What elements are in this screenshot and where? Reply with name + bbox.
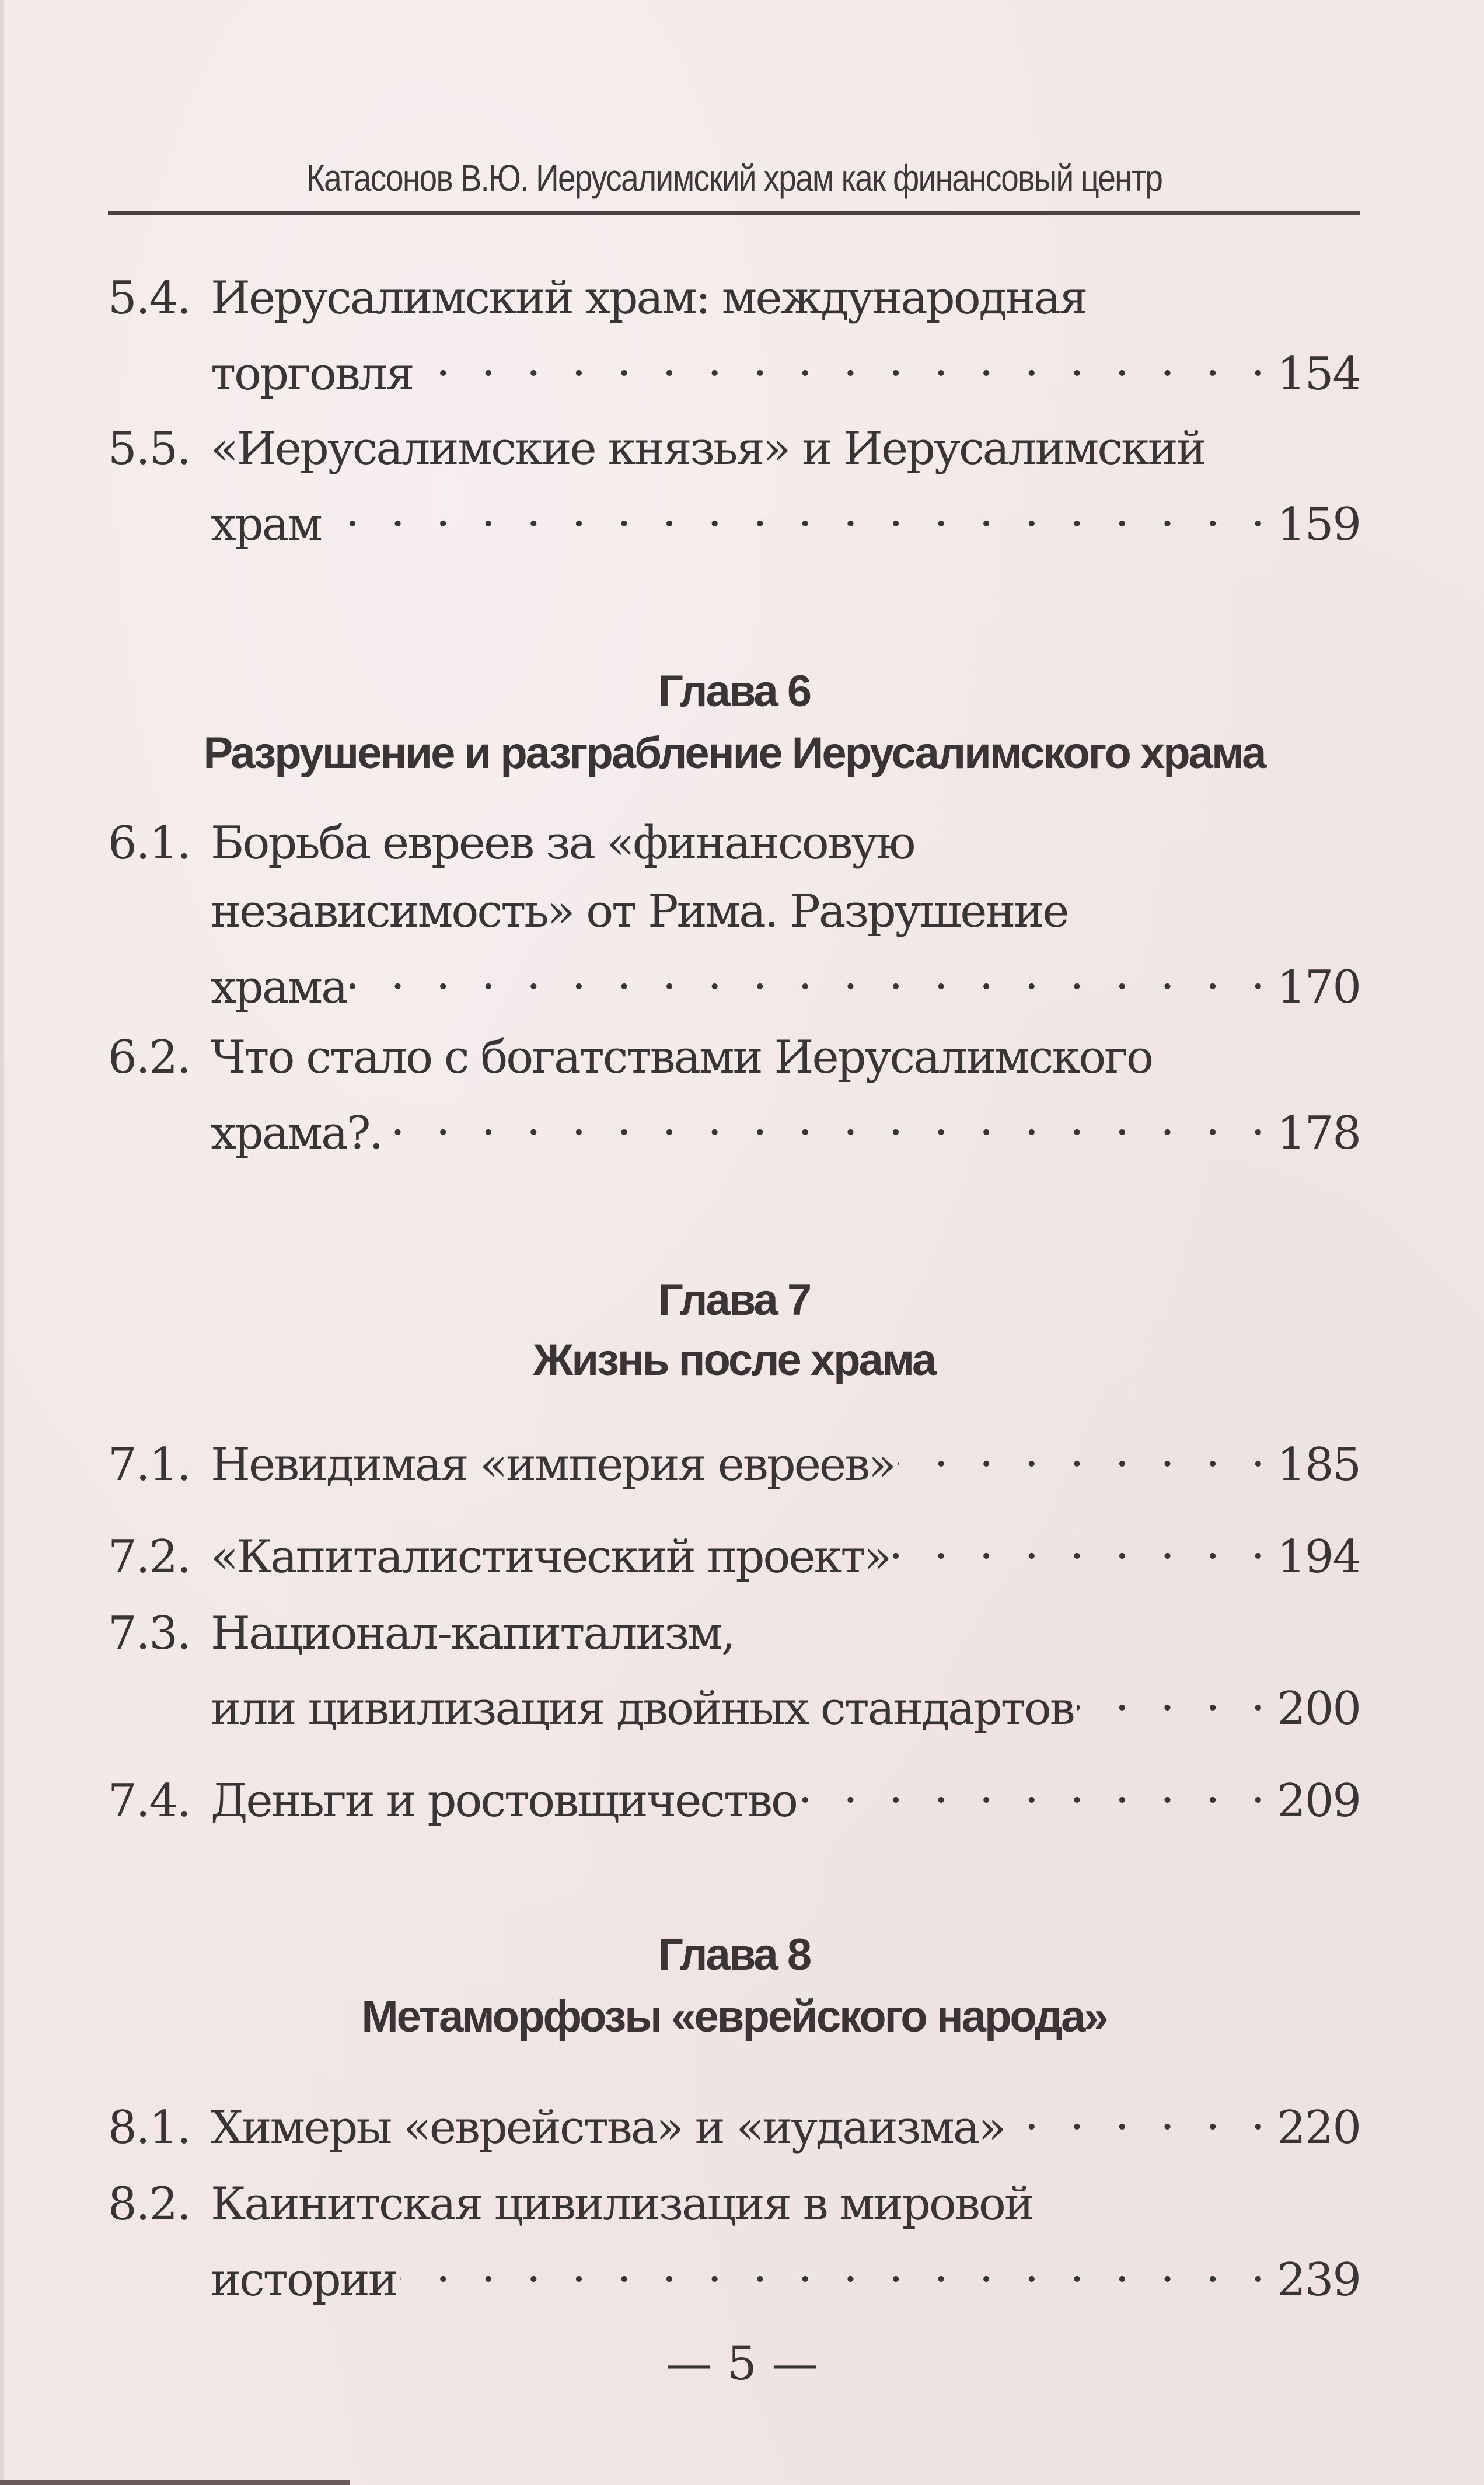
leader-dots: [893, 1514, 1273, 1572]
leader-dots: [898, 1422, 1273, 1480]
toc-entry-7-3-cont[interactable]: [108, 1666, 1360, 1735]
toc-page-number: 159: [1277, 498, 1360, 551]
toc-entry-title: Каинитская цивилизация в мировой: [211, 2178, 1033, 2231]
toc-page-number: 239: [1277, 2254, 1360, 2306]
toc-entry-title: храм: [211, 498, 322, 551]
toc-entry-title: храма: [211, 961, 347, 1014]
toc-entry-7-1[interactable]: [108, 1422, 1360, 1491]
toc-entry-title: торговля: [211, 348, 413, 400]
toc-entry-6-2[interactable]: [108, 1028, 1360, 1087]
toc-page-number: 170: [1277, 961, 1360, 1014]
leader-dots: [1008, 2085, 1273, 2143]
toc-entry-title: Иерусалимский храм: международная: [211, 272, 1087, 324]
toc-entry-5-4[interactable]: [108, 269, 1360, 327]
toc-page-number: 194: [1277, 1531, 1360, 1583]
toc-entry-number: 8.2.: [108, 2178, 190, 2231]
toc-entry-title: «Капиталистический проект»: [211, 1531, 891, 1583]
toc-entry-title: храма?.: [211, 1107, 382, 1160]
toc-entry-5-5[interactable]: [108, 420, 1360, 478]
toc-entry-title: «Иерусалимские князья» и Иерусалимский: [211, 423, 1205, 475]
toc-entry-5-5-cont[interactable]: [108, 481, 1360, 551]
chapter-8-label: Глава 8: [658, 1930, 811, 1980]
toc-page-number: 178: [1277, 1107, 1360, 1160]
toc-entry-5-4-cont[interactable]: [108, 331, 1360, 400]
toc-entry-number: 6.1.: [108, 817, 190, 870]
toc-entry-6-1[interactable]: [108, 814, 1360, 872]
page-edge: [0, 0, 4, 2485]
toc-entry-number: 7.4.: [108, 1775, 190, 1827]
toc-entry-8-1[interactable]: [108, 2085, 1360, 2154]
toc-page-number: 154: [1277, 348, 1360, 400]
running-title: Катасонов В.Ю. Иерусалимский храм как финансовый центр: [306, 157, 1162, 199]
chapter-7-title[interactable]: Жизнь после храма: [533, 1335, 935, 1385]
leader-dots: [350, 944, 1274, 1003]
leader-dots: [800, 1758, 1273, 1816]
leader-dots: [385, 1090, 1273, 1149]
toc-entry-number: 7.2.: [108, 1531, 190, 1583]
toc-entry-title: истории: [211, 2254, 397, 2306]
toc-entry-6-1-cont[interactable]: [108, 882, 1360, 941]
toc-entry-number: 8.1.: [108, 2102, 190, 2154]
toc-entry-title: Химеры «еврейства» и «иудаизма»: [211, 2102, 1005, 2154]
toc-entry-number: 5.4.: [108, 272, 190, 324]
page-edge-shadow: [0, 2480, 350, 2485]
toc-entry-8-2[interactable]: [108, 2175, 1360, 2233]
toc-entry-title: или цивилизация двойных стандартов: [211, 1683, 1074, 1735]
leader-dots: [1077, 1666, 1273, 1724]
toc-page-number: 200: [1277, 1683, 1360, 1735]
toc-entry-title: независимость» от Рима. Разрушение: [211, 885, 1068, 938]
toc-entry-title: Деньги и ростовщичество: [211, 1775, 797, 1827]
toc-entry-number: 7.1.: [108, 1439, 190, 1491]
header-rule: [108, 211, 1360, 215]
toc-page-number: 209: [1277, 1775, 1360, 1827]
toc-page-number: 220: [1277, 2102, 1360, 2154]
toc-entry-title: Борьба евреев за «финансовую: [211, 817, 914, 870]
page-number: — 5 —: [665, 2336, 819, 2390]
chapter-7-label: Глава 7: [658, 1275, 811, 1325]
toc-entry-7-4[interactable]: [108, 1758, 1360, 1827]
toc-entry-number: 6.2.: [108, 1031, 190, 1084]
toc-entry-number: 5.5.: [108, 423, 190, 475]
chapter-6-label: Глава 6: [658, 666, 811, 716]
toc-entry-title: Что стало с богатствами Иерусалимского: [211, 1031, 1153, 1084]
toc-entry-7-3[interactable]: [108, 1604, 1360, 1663]
toc-page-number: 185: [1277, 1439, 1360, 1491]
toc-entry-title: Невидимая «империя евреев»: [211, 1439, 895, 1491]
toc-entry-title: Национал-капитализм,: [211, 1607, 734, 1660]
toc-entry-8-2-cont[interactable]: [108, 2237, 1360, 2306]
chapter-6-title[interactable]: Разрушение и разграбление Иерусалимского храма: [203, 728, 1265, 778]
toc-entry-6-2-cont[interactable]: [108, 1090, 1360, 1160]
toc-entry-6-1-cont[interactable]: [108, 944, 1360, 1014]
toc-entry-7-2[interactable]: [108, 1514, 1360, 1583]
toc-entry-number: 7.3.: [108, 1607, 190, 1660]
leader-dots: [324, 481, 1273, 540]
leader-dots: [417, 331, 1274, 389]
leader-dots: [400, 2237, 1273, 2295]
chapter-8-title[interactable]: Метаморфозы «еврейского народа»: [361, 1992, 1107, 2041]
